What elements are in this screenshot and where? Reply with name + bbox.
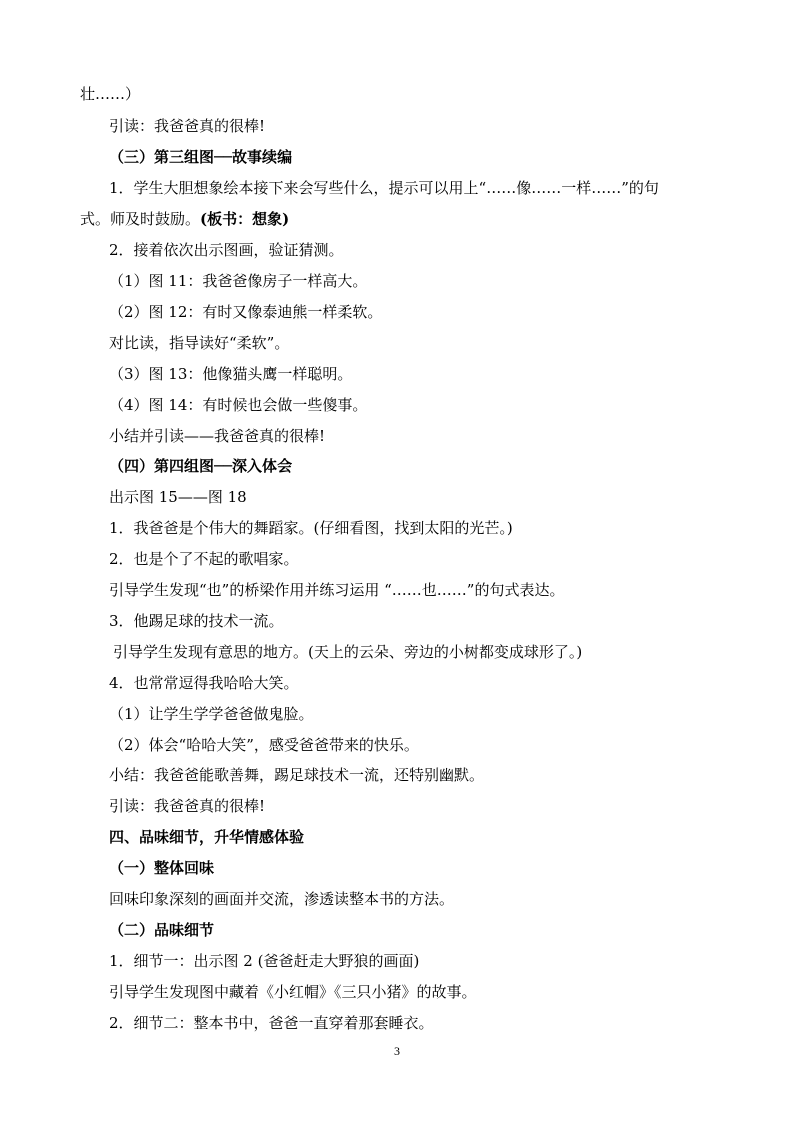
- text-line: 1．细节一：出示图 2 (爸爸赶走大野狼的画面): [109, 952, 420, 970]
- text-line: 小结：我爸爸能歌善舞，踢足球技术一流，还特别幽默。: [109, 766, 485, 784]
- section-heading: 四、品味细节，升华情感体验: [109, 828, 305, 846]
- text-line: （3）图 13：他像猫头鹰一样聪明。: [109, 365, 353, 383]
- text-line: 引导学生发现有意思的地方。(天上的云朵、旁边的小树都变成球形了。): [113, 643, 583, 661]
- text-line: 引导学生发现图中藏着《小红帽》《三只小猪》的故事。: [109, 983, 477, 1001]
- text-line: 1．学生大胆想象绘本接下来会写些什么，提示可以用上“……像……一样……”的句: [109, 179, 659, 197]
- text-line: （1）图 11：我爸爸像房子一样高大。: [109, 272, 368, 290]
- text-line: 引读：我爸爸真的很棒!: [109, 797, 266, 815]
- text-line: 1．我爸爸是个伟大的舞蹈家。(仔细看图，找到太阳的光芒。): [109, 519, 513, 537]
- text-line: 出示图 15——图 18: [109, 488, 247, 506]
- page-number: 3: [394, 1044, 400, 1058]
- text-line: [80, 209, 289, 229]
- text-line: （2）图 12：有时又像泰迪熊一样柔软。: [109, 303, 383, 321]
- text-line: 2．也是个了不起的歌唱家。: [109, 550, 299, 568]
- text-line: 小结并引读——我爸爸真的很棒!: [109, 427, 326, 445]
- text-line: 引导学生发现“也”的桥梁作用并练习运用 “……也……”的句式表达。: [109, 581, 565, 599]
- text-line: 4．也常常逗得我哈哈大笑。: [109, 674, 299, 692]
- text-line: 引读：我爸爸真的很棒!: [109, 117, 266, 135]
- text-plain: 式。师及时鼓励。: [80, 210, 201, 228]
- text-line: 对比读，指导读好“柔软”。: [109, 334, 290, 352]
- text-line: （1）让学生学学爸爸做鬼脸。: [109, 705, 314, 723]
- blackboard-note: (板书：想象): [200, 210, 290, 228]
- section-heading: （三）第三组图──故事续编: [109, 148, 293, 166]
- text-line: 3．他踢足球的技术一流。: [109, 612, 284, 630]
- text-line: 2．细节二：整本书中，爸爸一直穿着那套睡衣。: [109, 1014, 434, 1032]
- section-heading: （一）整体回味: [109, 859, 215, 877]
- section-heading: （二）品味细节: [109, 921, 215, 939]
- section-heading: （四）第四组图──深入体会: [109, 457, 293, 475]
- text-line: 壮……）: [80, 85, 141, 103]
- text-line: 2．接着依次出示图画，验证猜测。: [109, 241, 344, 259]
- text-line: （4）图 14：有时候也会做一些傻事。: [109, 396, 368, 414]
- text-line: （2）体会“哈哈大笑”，感受爸爸带来的快乐。: [109, 736, 419, 754]
- text-line: 回味印象深刻的画面并交流，渗透读整本书的方法。: [109, 890, 455, 908]
